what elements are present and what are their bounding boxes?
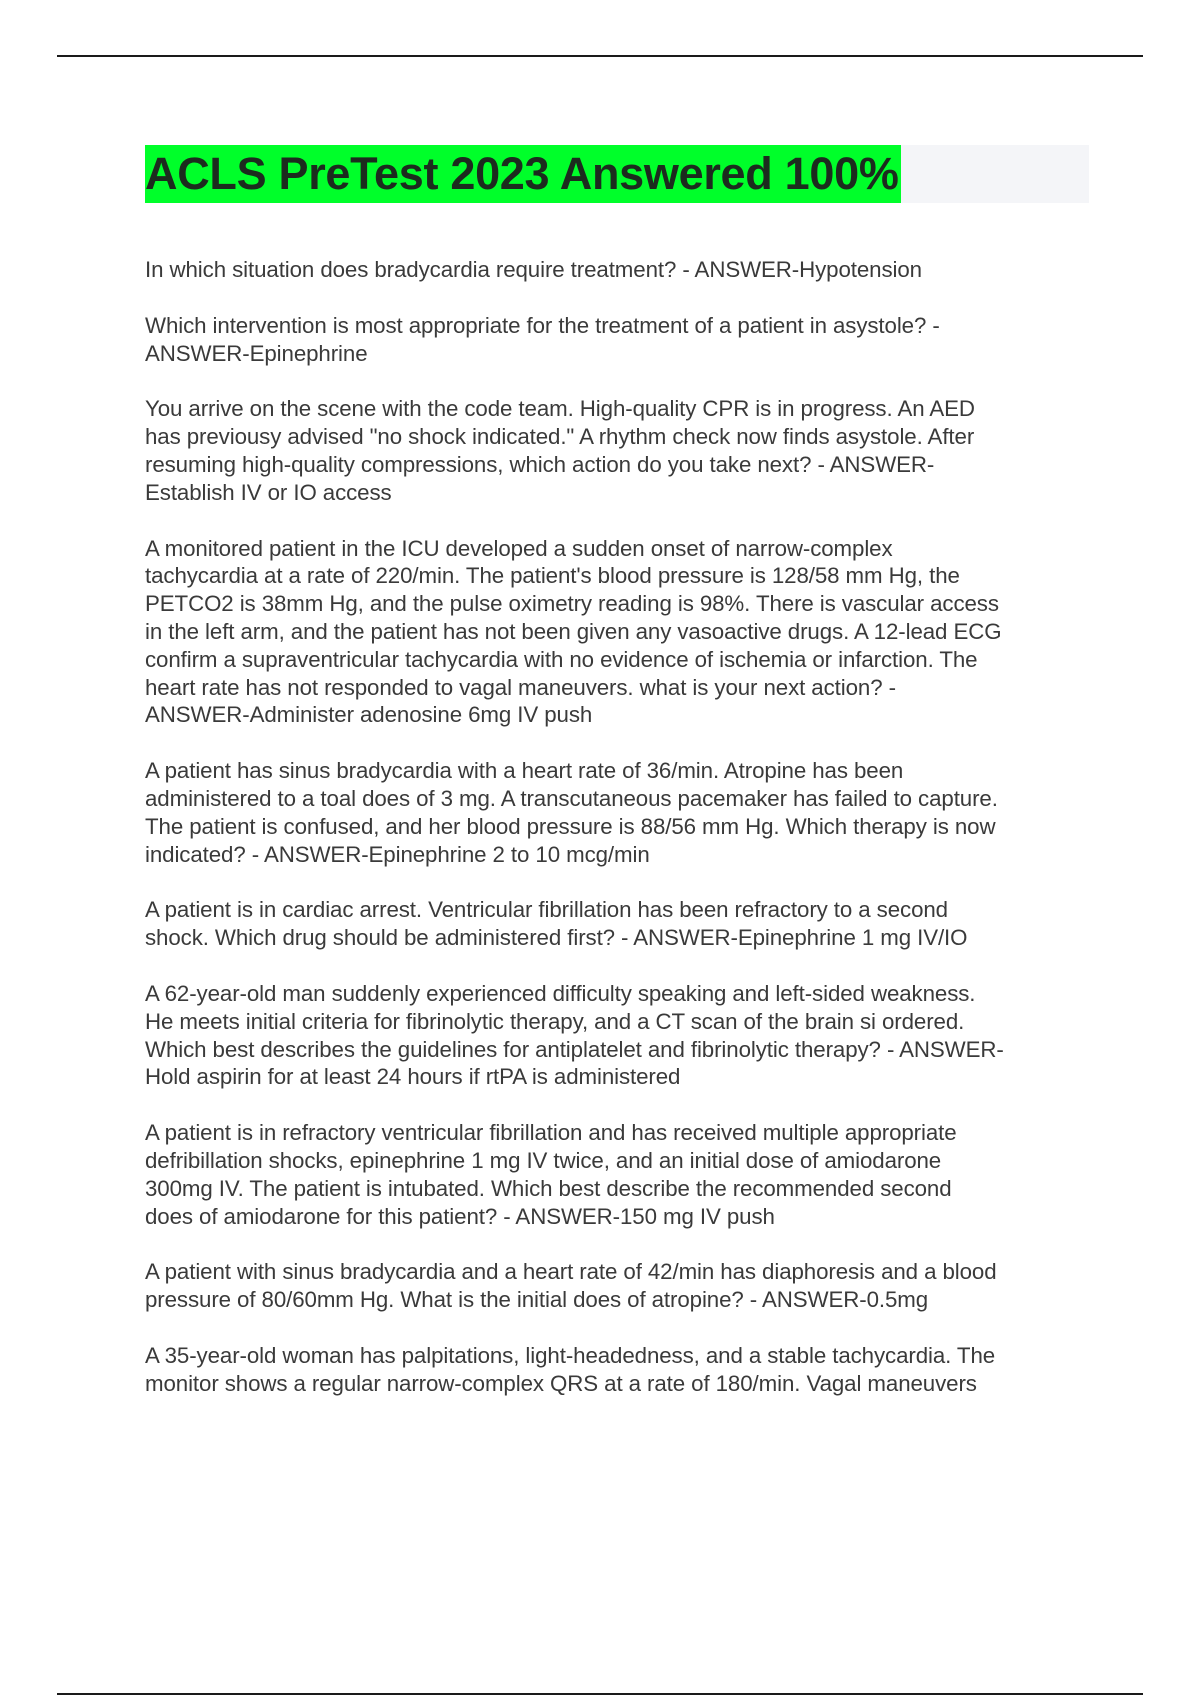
qa-item-5: A patient has sinus bradycardia with a heart rate of 36/min. Atropine has been administered to a toal does of 3 mg. A transcutaneous pacemaker has failed to capture. The patient is confused, and her blood pressure is 88/56 mm Hg. Which therapy is now indicated? - ANSWER-Epinephrine 2 to 10 mcg/min: [145, 758, 998, 867]
qa-item-10: A 35-year-old woman has palpitations, light-headedness, and a stable tachycardia. The monitor shows a regular narrow-complex QRS at a rate of 180/min. Vagal maneuvers: [145, 1342, 996, 1396]
bottom-rule: [57, 1693, 1143, 1695]
qa-item-4: A monitored patient in the ICU developed a sudden onset of narrow-complex tachycardia at a rate of 220/min. The patient's blood pressure is 128/58 mm Hg, the PETCO2 is 38mm Hg, and the pulse oximetry reading is 98%. There is vascular access in the left arm, and the patient has not been given any vasoactive drugs. A 12-lead ECG confirm a supraventricular tachycardia with no evidence of ischemia or infarction. The heart rate has not responded to vagal maneuvers. what is your next action? - ANSWER-Administer adenosine 6mg IV push: [145, 535, 1002, 728]
top-rule: [57, 55, 1143, 57]
document-title: ACLS PreTest 2023 Answered 100%: [145, 145, 901, 203]
qa-item-8: A patient is in refractory ventricular fibrillation and has received multiple appropriate defribillation shocks, epinephrine 1 mg IV twice, and an initial dose of amiodarone 300mg IV. The patient is intubated. Which best describe the recommended second does of amiodarone for this patient? - ANSWER-150 mg IV push: [145, 1120, 957, 1229]
qa-item-2: Which intervention is most appropriate for the treatment of a patient in asystole? - ANSWER-Epinephrine: [145, 312, 940, 366]
qa-item-3: You arrive on the scene with the code team. High-quality CPR is in progress. An AED has previousy advised "no shock indicated." A rhythm check now finds asystole. After resuming high-quality compressions, which action do you take next? - ANSWER- Establish IV or IO access: [145, 396, 975, 505]
qa-item-1: In which situation does bradycardia require treatment? - ANSWER-Hypotension: [145, 257, 922, 282]
qa-item-9: A patient with sinus bradycardia and a heart rate of 42/min has diaphoresis and a blood pressure of 80/60mm Hg. What is the initial does of atropine? - ANSWER-0.5mg: [145, 1259, 997, 1313]
qa-list: [145, 256, 1095, 1426]
qa-item-7: A 62-year-old man suddenly experienced difficulty speaking and left-sided weakness. He meets initial criteria for fibrinolytic therapy, and a CT scan of the brain si ordered. Which best describes the guidelines for antiplatelet and fibrinolytic therapy? - ANSWER- Hold aspirin for at least 24 hours if rtPA is administered: [145, 980, 1004, 1090]
qa-item-6: A patient is in cardiac arrest. Ventricular fibrillation has been refractory to a second shock. Which drug should be administered first? - ANSWER-Epinephrine 1 mg IV/IO: [145, 897, 968, 951]
